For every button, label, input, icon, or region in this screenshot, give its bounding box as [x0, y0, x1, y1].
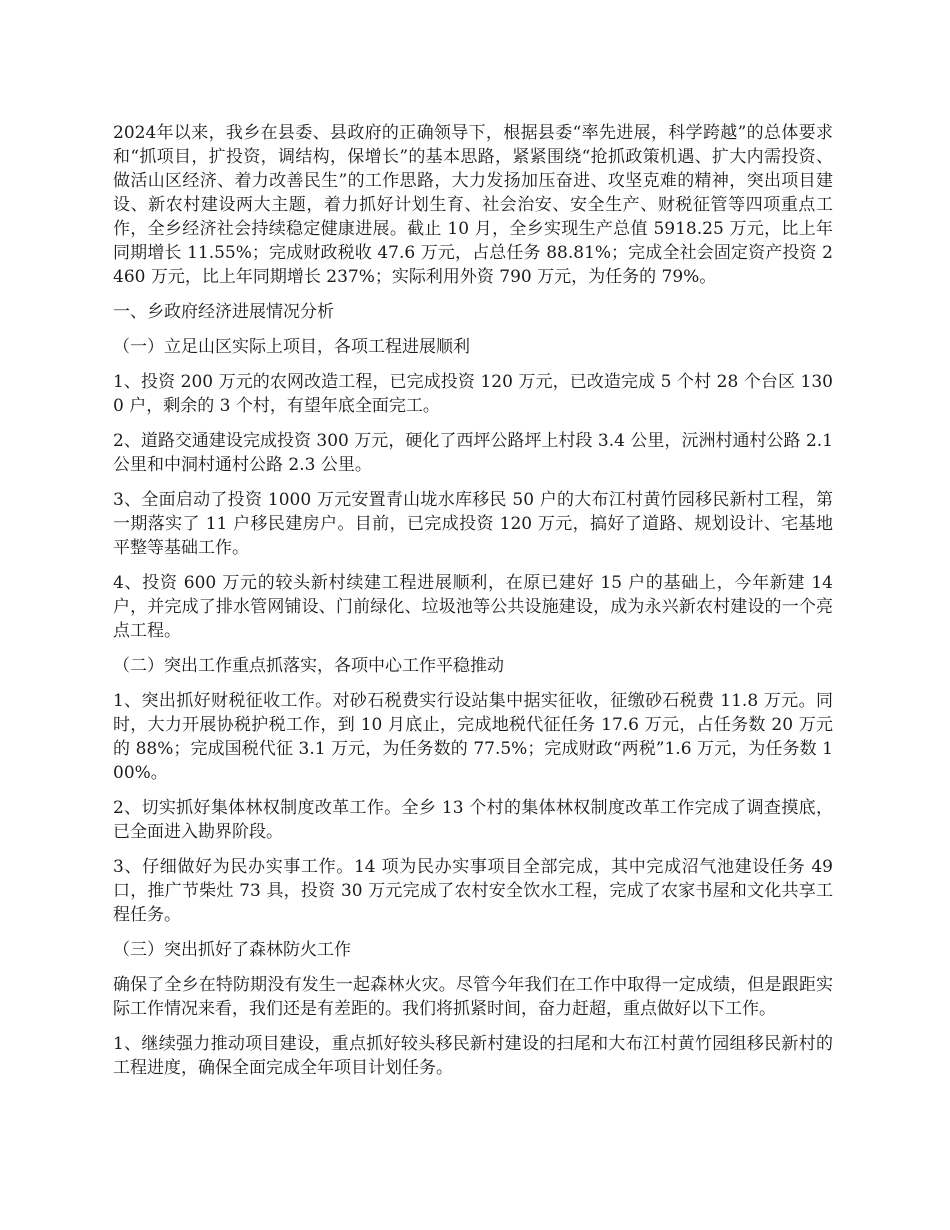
section-heading-1: 一、乡政府经济进展情况分析: [113, 302, 334, 322]
paragraph-item-2-1: 1、突出抓好财税征收工作。对砂石税费实行设站集中据实征收，征缴砂石税费 11.8 万元。同时，大力开展协税护税工作，到 10 月底止，完成地税代征任务 17.6 万元，占任务数 20 万元的 88%；完成国税代征 3.1 万元，为任务数的 77.5%；完成财政“两税”1.6 万元，为任务数 100%。: [113, 691, 833, 783]
subsection-heading-3: （三）突出抓好了森林防火工作: [113, 940, 351, 960]
paragraph-item-1-4: 4、投资 600 万元的较头新村续建工程进展顺利，在原已建好 15 户的基础上，今年新建 14 户，并完成了排水管网铺设、门前绿化、垃圾池等公共设施建设，成为永兴新农村建设的一个亮点工程。: [113, 573, 833, 641]
paragraph-item-1-3: 3、全面启动了投资 1000 万元安置青山垅水库移民 50 户的大布江村黄竹园移民新村工程，第一期落实了 11 户移民建房户。目前，已完成投资 120 万元，搞好了道路、规划设计、宅基地平整等基础工作。: [113, 490, 833, 558]
paragraph-item-1-2: 2、道路交通建设完成投资 300 万元，硬化了西坪公路坪上村段 3.4 公里，沅洲村通村公路 2.1 公里和中洞村通村公路 2.3 公里。: [113, 431, 833, 475]
paragraph-fire-prevention: 确保了全乡在特防期没有发生一起森林火灾。尽管今年我们在工作中取得一定成绩，但是跟距实际工作情况来看，我们还是有差距的。我们将抓紧时间，奋力赶超，重点做好以下工作。: [113, 975, 833, 1019]
paragraph-item-2-2: 2、切实抓好集体林权制度改革工作。全乡 13 个村的集体林权制度改革工作完成了调查摸底，已全面进入勘界阶段。: [113, 798, 833, 842]
paragraph-plan-item-1: 1、继续强力推动项目建设，重点抓好较头移民新村建设的扫尾和大布江村黄竹园组移民新村的工程进度，确保全面完成全年项目计划任务。: [113, 1034, 833, 1078]
paragraph-item-1-1: 1、投资 200 万元的农网改造工程，已完成投资 120 万元，已改造完成 5 个村 28 个台区 1300 户，剩余的 3 个村，有望年底全面完工。: [113, 372, 833, 416]
subsection-heading-2: （二）突出工作重点抓落实，各项中心工作平稳推动: [113, 656, 504, 676]
subsection-heading-1: （一）立足山区实际上项目，各项工程进展顺利: [113, 337, 470, 357]
paragraph-item-2-3: 3、仔细做好为民办实事工作。14 项为民办实事项目全部完成，其中完成沼气池建设任务 49 口，推广节柴灶 73 具，投资 30 万元完成了农村安全饮水工程，完成了农家书屋和文化共享工程任务。: [113, 857, 833, 925]
intro-paragraph: 2024年以来，我乡在县委、县政府的正确领导下，根据县委“率先进展，科学跨越”的总体要求和“抓项目，扩投资，调结构，保增长”的基本思路，紧紧围绕“抢抓政策机遇、扩大内需投资、做活山区经济、着力改善民生”的工作思路，大力发扬加压奋进、攻坚克难的精神，突出项目建设、新农村建设两大主题，着力抓好计划生育、社会治安、安全生产、财税征管等四项重点工作，全乡经济社会持续稳定健康进展。截止 10 月，全乡实现生产总值 5918.25 万元，比上年同期增长 11.55%；完成财政税收 47.6 万元，占总任务 88.81%；完成全社会固定资产投资 2460 万元，比上年同期增长 237%；实际利用外资 790 万元，为任务的 79%。: [113, 123, 833, 287]
document-body: [113, 121, 833, 1091]
